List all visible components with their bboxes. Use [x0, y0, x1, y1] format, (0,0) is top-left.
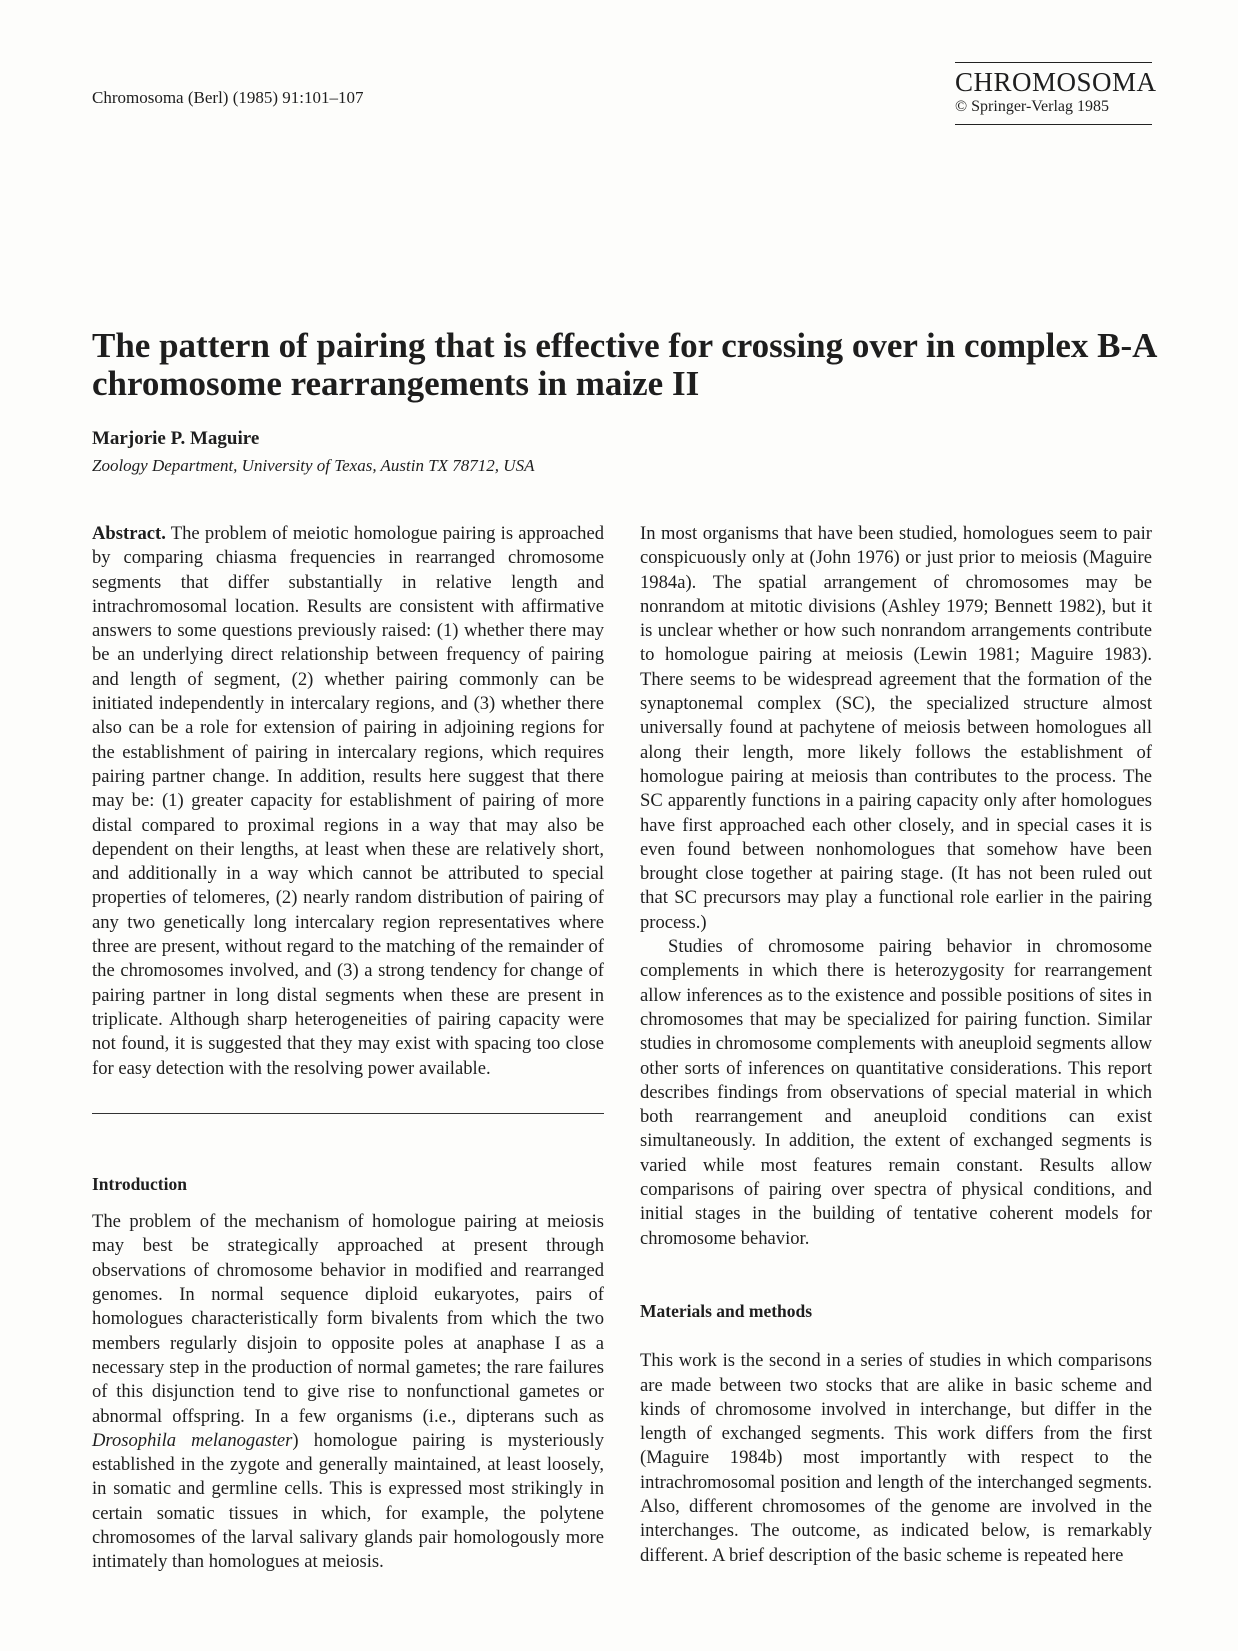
intro-p1-text-b: ) homologue pairing is mysteriously established in the zygote and generally maintained, at least loosely, in somatic and germline cells. This is expressed most strikingly in certain somatic tissues in which, for example, the polytene chromosomes of the larval salivary glands pair homologously more intimately than homologues at meiosis. — [92, 1429, 604, 1573]
masthead-bottom-rule — [955, 124, 1152, 125]
species-name: Drosophila melanogaster — [92, 1429, 293, 1451]
methods-heading: Materials and methods — [640, 1300, 813, 1321]
masthead-top-rule — [955, 62, 1152, 63]
abstract-label: Abstract. — [92, 523, 166, 544]
introduction-paragraph-1 — [92, 1210, 604, 1574]
journal-reference: Chromosoma (Berl) (1985) 91:101–107 — [92, 88, 364, 107]
right-column — [640, 522, 1152, 1568]
article-title: The pattern of pairing that is effective for crossing over in complex B-A chromosome rearrangements in maize II — [92, 326, 1156, 403]
introduction-paragraph-3: Studies of chromosome pairing behavior in chromosome complements in which there is heterozygosity for rearrangement allow inferences as to the existence and possible positions of sites in chromosomes that may be specialized for pairing function. Similar studies in chromosome complements with aneuploid segments allow other sorts of inferences on quantitative considerations. This report describes findings from observations of special material in which both rearrangement and aneuploid conditions can exist simultaneously. In addition, the extent of exchanged segments is varied while most features remain constant. Results allow comparisons of pairing over spectra of physical conditions, and initial stages in the building of tentative coherent models for chromosome behavior. — [640, 936, 1152, 1249]
author-name: Marjorie P. Maguire — [92, 428, 260, 449]
abstract-paragraph — [92, 522, 604, 1081]
abstract-separator — [92, 1113, 604, 1114]
left-column — [92, 522, 604, 1575]
introduction-heading: Introduction — [92, 1173, 187, 1194]
methods-paragraph-1: This work is the second in a series of studies in which comparisons are made between two stocks that are alike in basic scheme and kinds of chromosome involved in interchange, but differ in the length of exchanged segments. This work differs from the first (Maguire 1984b) most importantly with respect to the intrachromosomal position and length of the interchanged segments. Also, different chromosomes of the genome are involved in the interchanges. The outcome, as indicated below, is remarkably different. A brief description of the basic scheme is repeated here — [640, 1350, 1152, 1566]
introduction-paragraph-2: In most organisms that have been studied, homologues seem to pair conspicuously only at (John 1976) or just prior to meiosis (Maguire 1984a). The spatial arrangement of chromosomes may be nonrandom at mitotic divisions (Ashley 1979; Bennett 1982), but it is unclear whether or how such nonrandom arrangements contribute to homologue pairing at meiosis (Lewin 1981; Maguire 1983). There seems to be widespread agreement that the formation of the synaptonemal complex (SC), the specialized structure almost universally found at pachytene of meiosis between homologues all along their length, more likely follows the establishment of homologue pairing at meiosis than contributes to the process. The SC apparently functions in a pairing capacity only after homologues have first approached each other closely, and in special cases it is even found between nonhomologues that somehow have been brought close together at pairing stage. (It has not been ruled out that SC precursors may play a functional role earlier in the pairing process.) — [640, 523, 1152, 933]
journal-name: CHROMOSOMA — [955, 67, 1157, 97]
author-affiliation: Zoology Department, University of Texas, Austin TX 78712, USA — [92, 456, 535, 475]
journal-masthead — [955, 62, 1157, 125]
abstract-text: The problem of meiotic homologue pairing is approached by comparing chiasma frequencies in rearranged chromosome segments that differ substantially in relative length and intrachromosomal location. Results are consistent with affirmative answers to some questions previously raised: (1) whether there may be an underlying direct relationship between frequency of pairing and length of segment, (2) whether pairing commonly can be initiated independently in intercalary regions, and (3) whether there also can be a role for extension of pairing in adjoining regions for the establishment of pairing in intercalary regions, which requires pairing partner change. In addition, results here suggest that there may be: (1) greater capacity for establishment of pairing of more distal compared to proximal regions in a way that may also be dependent on their lengths, at least when these are relatively short, and additionally in a way which cannot be attributed to special properties of telomeres, (2) nearly random distribution of pairing of any two genetically long intercalary region representatives where three are present, without regard to the matching of the remainder of the chromosomes involved, and (3) a strong tendency for change of pairing partner in long distal segments when these are present in triplicate. Although sharp heterogeneities of pairing capacity were not found, it is suggested that they may exist with spacing too close for easy detection with the resolving power available. — [92, 523, 604, 1079]
intro-p1-text-a: The problem of the mechanism of homologue pairing at meiosis may best be strategically approached at present through observations of chromosome behavior in modified and rearranged genomes. In normal sequence diploid eukaryotes, pairs of homologues characteristically form bivalents from which the two members regularly disjoin to opposite poles at anaphase I as a necessary step in the production of normal gametes; the rare failures of this disjunction tend to give rise to nonfunctional gametes or abnormal offspring. In a few organisms (i.e., dipterans such as — [92, 1211, 604, 1427]
publisher-line: © Springer-Verlag 1985 — [955, 98, 1110, 115]
